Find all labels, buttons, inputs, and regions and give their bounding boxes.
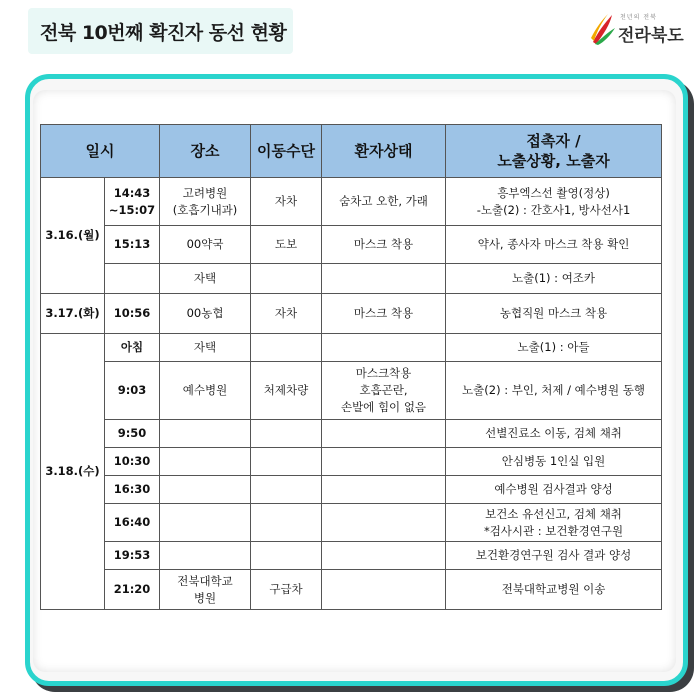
time-cell: 16:30 [105,476,160,504]
table-row [41,264,662,294]
condition-cell: 마스크 착용 [322,226,446,264]
header-condition: 환자상태 [322,125,446,178]
contact-cell: 노출(2) : 부인, 처제 / 예수병원 동행 [446,362,662,420]
table-row [41,504,662,542]
condition-cell [322,542,446,570]
table-row [41,334,662,362]
condition-cell [322,570,446,610]
movement-table [40,124,662,610]
transport-cell: 구급차 [251,570,322,610]
province-logo-icon [590,12,616,46]
header-date: 일시 [41,125,160,178]
transport-cell [251,542,322,570]
header-contact [446,125,662,178]
transport-cell [251,504,322,542]
header-place: 장소 [160,125,251,178]
table-row [41,294,662,334]
table-row [41,476,662,504]
condition-cell: 마스크 착용 [322,294,446,334]
table-body [41,178,662,610]
time-cell: 9:03 [105,362,160,420]
table-row [41,178,662,226]
time-cell: 9:50 [105,420,160,448]
time-cell [105,264,160,294]
date-cell: 3.18.(수) [41,334,105,610]
time-cell: 10:56 [105,294,160,334]
table-row [41,362,662,420]
place-cell [160,542,251,570]
time-cell: 16:40 [105,504,160,542]
contact-cell: 노출(1) : 여조카 [446,264,662,294]
table-row [41,448,662,476]
date-cell: 3.17.(화) [41,294,105,334]
header-contact-line2: 노출상황, 노출자 [497,152,610,170]
table-row [41,226,662,264]
transport-cell [251,264,322,294]
time-cell: 19:53 [105,542,160,570]
table-row [41,542,662,570]
condition-cell: 숨차고 오한, 가래 [322,178,446,226]
date-cell: 3.16.(월) [41,178,105,294]
logo-tagline: 천년의 전북 [620,14,657,21]
table-header-row [41,125,662,178]
logo-name: 전라북도 [618,26,684,46]
place-cell: 00약국 [160,226,251,264]
time-cell: 10:30 [105,448,160,476]
transport-cell: 처제차량 [251,362,322,420]
contact-cell: 선별진료소 이동, 검체 채취 [446,420,662,448]
contact-cell: 안심병동 1인실 입원 [446,448,662,476]
contact-cell: 전북대학교병원 이송 [446,570,662,610]
transport-cell [251,334,322,362]
table-row [41,570,662,610]
contact-cell: 보건환경연구원 검사 결과 양성 [446,542,662,570]
place-cell: 자택 [160,334,251,362]
place-cell: 00농협 [160,294,251,334]
contact-cell: 보건소 유선신고, 검체 채취 *검사시관 : 보건환경연구원 [446,504,662,542]
transport-cell [251,420,322,448]
contact-cell: 노출(1) : 아들 [446,334,662,362]
time-cell: 아침 [105,334,160,362]
contact-cell: 약사, 종사자 마스크 착용 확인 [446,226,662,264]
table-row [41,420,662,448]
time-cell: 15:13 [105,226,160,264]
transport-cell [251,448,322,476]
jeollabuk-do-logo [590,10,686,50]
condition-cell [322,264,446,294]
place-cell: 고려병원 (호흡기내과) [160,178,251,226]
place-cell: 전북대학교 병원 [160,570,251,610]
header-contact-line1: 접촉자 / [526,131,581,150]
contact-cell: 예수병원 검사결과 양성 [446,476,662,504]
condition-cell [322,420,446,448]
condition-cell: 마스크착용 호흡곤란, 손발에 힘이 없음 [322,362,446,420]
condition-cell [322,504,446,542]
transport-cell: 자차 [251,294,322,334]
contact-cell: 흥부엑스선 촬영(정상) -노출(2) : 간호사1, 방사선사1 [446,178,662,226]
place-cell: 자택 [160,264,251,294]
place-cell [160,420,251,448]
title-bar [28,8,293,54]
transport-cell: 도보 [251,226,322,264]
header-transport: 이동수단 [251,125,322,178]
place-cell [160,504,251,542]
transport-cell [251,476,322,504]
contact-cell: 농협직원 마스크 착용 [446,294,662,334]
condition-cell [322,448,446,476]
time-cell: 21:20 [105,570,160,610]
condition-cell [322,334,446,362]
page-title: 전북 10번째 확진자 동선 현황 [40,21,287,44]
transport-cell: 자차 [251,178,322,226]
place-cell [160,476,251,504]
condition-cell [322,476,446,504]
time-cell: 14:43 ~15:07 [105,178,160,226]
place-cell [160,448,251,476]
place-cell: 예수병원 [160,362,251,420]
